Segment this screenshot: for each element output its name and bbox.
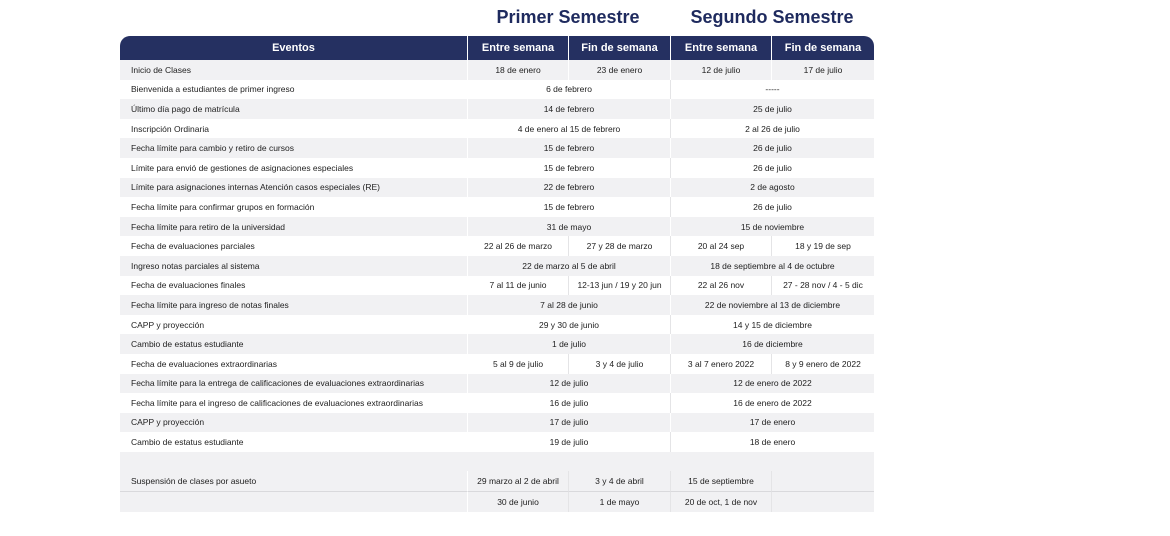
s2-date: 26 de julio [670, 138, 874, 158]
spacer-row [120, 452, 874, 472]
s1-date: 6 de febrero [467, 80, 670, 100]
table-row [120, 217, 874, 237]
s2-date: 18 de enero [670, 432, 874, 452]
s1-date: 17 de julio [467, 413, 670, 433]
table-row [120, 158, 874, 178]
s1-date: 29 y 30 de junio [467, 315, 670, 335]
s2-date: 2 al 26 de julio [670, 119, 874, 139]
event-name: Ingreso notas parciales al sistema [120, 256, 467, 276]
suspension-s1-weekday-2: 30 de junio [467, 491, 568, 512]
event-name: Último día pago de matrícula [120, 99, 467, 119]
s1-weekday-date: 7 al 11 de junio [467, 276, 568, 296]
header-s1-weekend: Fin de semana [568, 36, 670, 60]
s1-weekend-date: 27 y 28 de marzo [568, 236, 670, 256]
suspension-s1-weekend-2: 1 de mayo [568, 491, 670, 512]
table-row [120, 295, 874, 315]
table-row [120, 374, 874, 394]
s2-weekday-date: 22 al 26 nov [670, 276, 771, 296]
event-name: Cambio de estatus estudiante [120, 334, 467, 354]
s2-date: 12 de enero de 2022 [670, 374, 874, 394]
s2-date: 22 de noviembre al 13 de diciembre [670, 295, 874, 315]
s1-date: 15 de febrero [467, 158, 670, 178]
event-name: Fecha de evaluaciones finales [120, 276, 467, 296]
suspension-s2-weekday: 15 de septiembre [670, 471, 771, 491]
s1-date: 14 de febrero [467, 99, 670, 119]
table-row [120, 354, 874, 374]
spacer-cell [120, 452, 874, 472]
s1-date: 1 de julio [467, 334, 670, 354]
table-body [120, 60, 874, 512]
s1-date: 19 de julio [467, 432, 670, 452]
header-s2-weekday: Entre semana [670, 36, 771, 60]
event-name: Inicio de Clases [120, 60, 467, 80]
table-row [120, 60, 874, 80]
s2-date: 18 de septiembre al 4 de octubre [670, 256, 874, 276]
s1-weekday-date: 18 de enero [467, 60, 568, 80]
event-name: Fecha límite para cambio y retiro de cursos [120, 138, 467, 158]
s1-date: 15 de febrero [467, 138, 670, 158]
suspension-s1-weekend: 3 y 4 de abril [568, 471, 670, 491]
s2-weekday-date: 12 de julio [670, 60, 771, 80]
event-name: CAPP y proyección [120, 315, 467, 335]
table-row [120, 178, 874, 198]
event-name: Fecha límite para la entrega de calificaciones de evaluaciones extraordinarias [120, 374, 467, 394]
event-name: Bienvenida a estudiantes de primer ingreso [120, 80, 467, 100]
s2-weekday-date: 20 al 24 sep [670, 236, 771, 256]
s2-date: 16 de enero de 2022 [670, 393, 874, 413]
s2-date: 16 de diciembre [670, 334, 874, 354]
s2-date: ----- [670, 80, 874, 100]
table-row [120, 393, 874, 413]
s2-weekend-date: 8 y 9 enero de 2022 [771, 354, 874, 374]
header-s2-weekend: Fin de semana [771, 36, 874, 60]
s1-date: 16 de julio [467, 393, 670, 413]
table-row [120, 432, 874, 452]
table-row [120, 80, 874, 100]
s2-weekday-date: 3 al 7 enero 2022 [670, 354, 771, 374]
s2-date: 26 de julio [670, 158, 874, 178]
table-row [120, 256, 874, 276]
suspension-event: Suspensión de clases por asueto [120, 471, 467, 491]
s1-date: 7 al 28 de junio [467, 295, 670, 315]
s2-date: 17 de enero [670, 413, 874, 433]
s2-date: 25 de julio [670, 99, 874, 119]
s2-weekend-date: 17 de julio [771, 60, 874, 80]
s2-date: 14 y 15 de diciembre [670, 315, 874, 335]
event-name: Inscripción Ordinaria [120, 119, 467, 139]
suspension-row-2 [120, 491, 874, 512]
s1-date: 4 de enero al 15 de febrero [467, 119, 670, 139]
header-events: Eventos [120, 36, 467, 60]
event-name: Fecha límite para ingreso de notas finales [120, 295, 467, 315]
event-name: Fecha de evaluaciones parciales [120, 236, 467, 256]
second-semester-title: Segundo Semestre [690, 7, 854, 27]
s1-date: 31 de mayo [467, 217, 670, 237]
s1-date: 12 de julio [467, 374, 670, 394]
table-row [120, 413, 874, 433]
event-name: CAPP y proyección [120, 413, 467, 433]
event-name: Fecha límite para el ingreso de calificaciones de evaluaciones extraordinarias [120, 393, 467, 413]
s1-weekend-date: 23 de enero [568, 60, 670, 80]
s2-date: 2 de agosto [670, 178, 874, 198]
s2-date: 15 de noviembre [670, 217, 874, 237]
suspension-row [120, 471, 874, 491]
s1-weekend-date: 12-13 jun / 19 y 20 jun [568, 276, 670, 296]
s1-date: 22 de marzo al 5 de abril [467, 256, 670, 276]
header-s1-weekday: Entre semana [467, 36, 568, 60]
event-name: Fecha de evaluaciones extraordinarias [120, 354, 467, 374]
event-name: Fecha límite para retiro de la universidad [120, 217, 467, 237]
table-row [120, 119, 874, 139]
table-row [120, 99, 874, 119]
table-row [120, 276, 874, 296]
suspension-event-empty [120, 491, 467, 512]
table-row [120, 315, 874, 335]
s1-weekend-date: 3 y 4 de julio [568, 354, 670, 374]
s1-date: 22 de febrero [467, 178, 670, 198]
s1-weekday-date: 22 al 26 de marzo [467, 236, 568, 256]
event-name: Fecha límite para confirmar grupos en formación [120, 197, 467, 217]
table-row [120, 197, 874, 217]
table-row [120, 334, 874, 354]
s2-weekend-date: 18 y 19 de sep [771, 236, 874, 256]
event-name: Límite para envió de gestiones de asignaciones especiales [120, 158, 467, 178]
header-row [120, 36, 874, 60]
s2-weekend-date: 27 - 28 nov / 4 - 5 dic [771, 276, 874, 296]
table-row [120, 236, 874, 256]
event-name: Cambio de estatus estudiante [120, 432, 467, 452]
s2-date: 26 de julio [670, 197, 874, 217]
suspension-s2-weekend-2 [771, 491, 874, 512]
first-semester-title: Primer Semestre [496, 7, 640, 27]
suspension-s2-weekend [771, 471, 874, 491]
table-row [120, 138, 874, 158]
event-name: Límite para asignaciones internas Atención casos especiales (RE) [120, 178, 467, 198]
suspension-s2-weekday-2: 20 de oct, 1 de nov [670, 491, 771, 512]
academic-calendar-table [120, 36, 874, 512]
suspension-s1-weekday: 29 marzo al 2 de abril [467, 471, 568, 491]
s1-weekday-date: 5 al 9 de julio [467, 354, 568, 374]
s1-date: 15 de febrero [467, 197, 670, 217]
